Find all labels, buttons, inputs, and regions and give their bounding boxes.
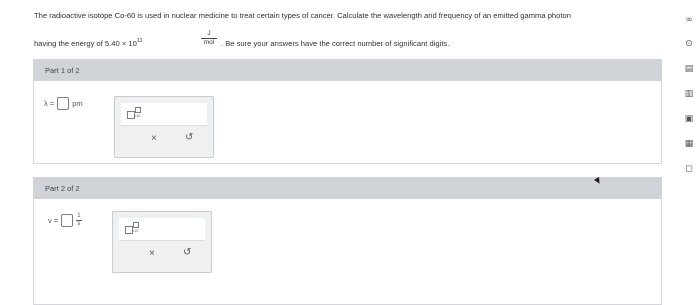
unit-denominator: mol	[203, 39, 215, 46]
chat-icon[interactable]: ◻	[685, 164, 693, 174]
table-icon[interactable]: ▦	[684, 139, 694, 149]
frequency-unit	[76, 213, 81, 228]
image-icon[interactable]: ▣	[684, 114, 694, 124]
unit-numerator: J	[201, 30, 217, 39]
question-instruction: . Be sure your answers have the correct number of significant digits.	[221, 39, 450, 48]
part-2-title: Part 2 of 2	[45, 184, 80, 193]
part-2-body	[33, 199, 662, 305]
part-2-section	[33, 177, 662, 305]
data-icon[interactable]: ▥	[684, 89, 694, 99]
frequency-unit-numerator: 1	[77, 213, 81, 219]
part-1-body	[33, 81, 662, 164]
toolbar-top-row-1	[121, 103, 207, 126]
part-2-header[interactable]	[33, 177, 662, 199]
clear-button[interactable]: ×	[151, 133, 157, 144]
wavelength-input[interactable]	[57, 97, 69, 110]
lambda-symbol: λ =	[44, 99, 55, 108]
wavelength-answer	[44, 97, 83, 110]
undo-button[interactable]: ↺	[183, 247, 192, 258]
question-exponent: 11	[136, 38, 143, 44]
clear-button[interactable]: ×	[149, 248, 155, 259]
scientific-notation-button[interactable]	[127, 107, 143, 119]
question-line-1: The radioactive isotope Co-60 is used in nuclear medicine to treat certain types of cancer. Calculate the wavelength and frequency of an emitted gamma photon	[34, 11, 571, 20]
wavelength-unit: pm	[72, 99, 83, 108]
document-icon[interactable]: ▤	[684, 64, 694, 74]
question-unit-fraction	[201, 30, 217, 47]
undo-button[interactable]: ↺	[185, 132, 194, 143]
x10-label: x10	[132, 228, 139, 233]
question-energy: having the energy of 5.40 × 10	[34, 39, 137, 48]
scientific-notation-button[interactable]	[125, 222, 141, 234]
infinity-icon[interactable]: ∞	[685, 15, 693, 25]
nu-symbol: ν =	[48, 216, 59, 225]
math-toolbar-1	[114, 96, 214, 158]
toolbar-top-row-2	[119, 218, 205, 241]
math-toolbar-2	[112, 211, 212, 273]
target-icon[interactable]: ⊙	[685, 39, 693, 49]
frequency-answer	[48, 213, 82, 228]
part-1-section	[33, 59, 662, 164]
frequency-input[interactable]	[61, 214, 73, 227]
part-1-title: Part 1 of 2	[45, 66, 80, 75]
x10-label: x10	[134, 113, 141, 118]
part-1-header[interactable]	[33, 59, 662, 81]
frequency-unit-denominator: s	[77, 221, 81, 227]
question-line-2	[34, 39, 143, 50]
